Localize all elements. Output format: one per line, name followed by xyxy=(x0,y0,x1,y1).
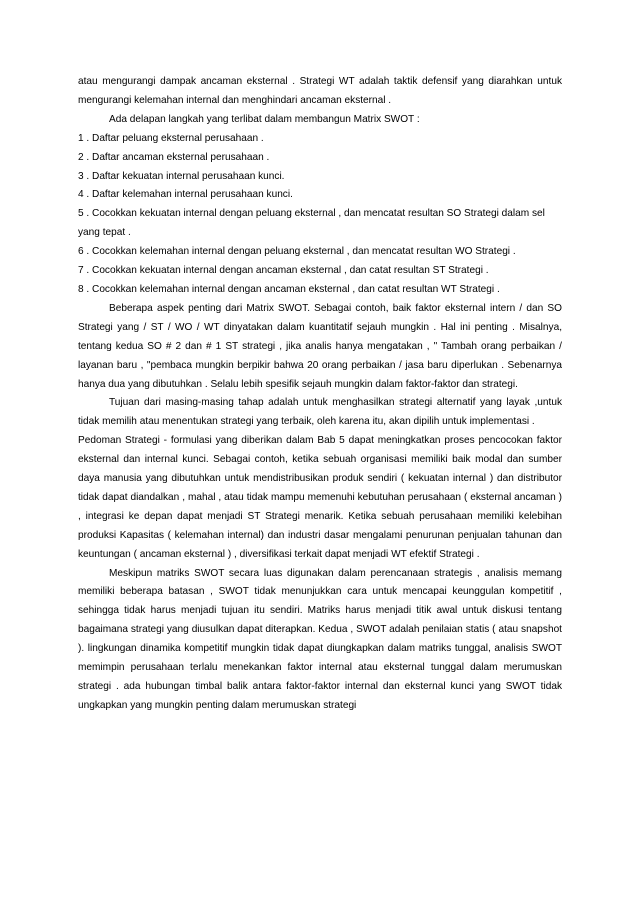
list-item: 3 . Daftar kekuatan internal perusahaan kunci. xyxy=(78,170,285,182)
paragraph-swot-limitations: Meskipun matriks SWOT secara luas digunakan dalam perencanaan strategis , analisis memang memiliki beberapa batasan , SWOT tidak menunjukkan cara untuk mencapai keunggulan kompetitif , sehingga tidak harus menjadi tujuan itu sendiri. Matriks harus menjadi titik awal untuk diskusi tentang bagaimana strategi yang diusulkan dapat diterapkan. Kedua , SWOT adalah penilaian statis ( atau snapshot ). lingkungan dinamika kompetitif mungkin tidak dapat diungkapkan dalam matriks tunggal, analisis SWOT memimpin perusahaan terlalu menekankan faktor internal atau eksternal tunggal dalam merumuskan strategi . ada hubungan timbal balik antara faktor-faktor internal dan eksternal kunci yang SWOT tidak ungkapkan yang mungkin penting dalam merumuskan strategi xyxy=(78,567,562,711)
list-item: 6 . Cocokkan kelemahan internal dengan peluang eksternal , dan mencatat resultan WO Strategi . xyxy=(78,246,516,258)
list-item: 4 . Daftar kelemahan internal perusahaan kunci. xyxy=(78,189,293,201)
paragraph-steps-intro: Ada delapan langkah yang terlibat dalam membangun Matrix SWOT : xyxy=(109,113,420,125)
list-item: 1 . Daftar peluang eksternal perusahaan . xyxy=(78,132,264,144)
list-item: 5 . Cocokkan kekuatan internal dengan peluang eksternal , dan mencatat resultan SO Strategi dalam sel yang tepat . xyxy=(78,208,545,239)
list-item: 2 . Daftar ancaman eksternal perusahaan . xyxy=(78,151,270,163)
paragraph-important-aspects: Beberapa aspek penting dari Matrix SWOT. Sebagai contoh, baik faktor eksternal intern / dan SO Strategi yang / ST / WO / WT dinyatakan dalam kuantitatif sejauh mungkin . Hal ini penting . Misalnya, tentang kedua SO # 2 dan # 1 ST strategi , jika analis hanya mengatakan , " Tambah orang perbaikan / layanan baru , "pembaca mungkin berpikir bahwa 20 orang perbaikan / jasa baru diperlukan . Sebenarnya hanya dua yang dibutuhkan . Selalu lebih spesifik sejauh mungkin dalam faktor-faktor dan strategi. xyxy=(78,302,562,390)
paragraph-wt-strategy: atau mengurangi dampak ancaman eksternal . Strategi WT adalah taktik defensif yang diarahkan untuk mengurangi kelemahan internal dan menghindari ancaman eksternal . xyxy=(78,76,562,106)
list-item: 8 . Cocokkan kelemahan internal dengan ancaman eksternal , dan catat resultan WT Strategi . xyxy=(78,283,500,295)
paragraph-stage-goal: Tujuan dari masing-masing tahap adalah untuk menghasilkan strategi alternatif yang layak ,untuk tidak memilih atau menentukan strategi yang terbaik, oleh karena itu, akan dipilih untuk implementasi . xyxy=(78,397,562,428)
steps-list xyxy=(78,130,562,300)
list-item: 7 . Cocokkan kekuatan internal dengan ancaman eksternal , dan catat resultan ST Strategi . xyxy=(78,265,489,277)
paragraph-strategy-guidelines: Pedoman Strategi - formulasi yang diberikan dalam Bab 5 dapat meningkatkan proses pencocokan faktor eksternal dan internal kunci. Sebagai contoh, ketika sebuah organisasi memiliki baik modal dan sumber daya manusia yang dibutuhkan untuk mendistribusikan produk sendiri ( kekuatan internal ) dan distributor tidak dapat diandalkan , mahal , atau tidak mampu memenuhi kebutuhan perusahaan ( eksternal ancaman ) , integrasi ke depan dapat menjadi ST Strategi menarik. Ketika sebuah perusahaan memiliki kelebihan produksi Kapasitas ( kelemahan internal) dan industri dasar mengalami penurunan penjualan tahunan dan keuntungan ( ancaman eksternal ) , diversifikasi terkait dapat menjadi WT efektif Strategi . xyxy=(78,435,562,560)
document-page xyxy=(78,73,562,716)
